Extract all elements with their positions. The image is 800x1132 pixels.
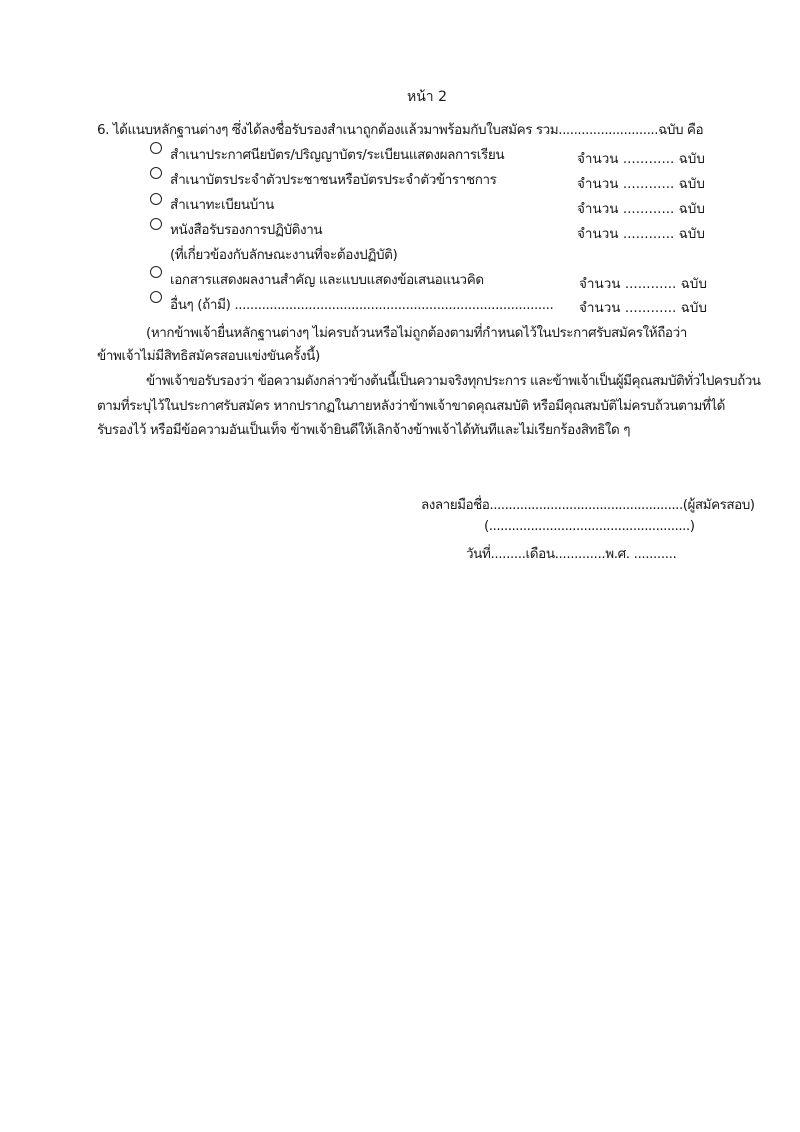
option-amount-6: จำนวน ............ ฉบับ [579, 300, 707, 316]
option-label-6: อื่นๆ (ถ้ามี) .................................................................................. [170, 297, 554, 313]
certification-line-1: ข้าพเจ้าขอรับรองว่า ข้อความดังกล่าวข้างต้นนี้เป็นความจริงทุกประการ และข้าพเจ้าเป็นผู้มีคุณสมบัติทั่วไปครบถ้วน [146, 373, 761, 389]
certification-line-2: ตามที่ระบุไว้ในประกาศรับสมัคร หากปรากฏในภายหลังว่าข้าพเจ้าขาดคุณสมบัติ หรือมีคุณสมบัติไม่ครบถ้วนตามที่ได้ [97, 398, 725, 414]
signature-name-line: (.....................................................) [484, 518, 695, 534]
notice-line-2: ข้าพเจ้าไม่มีสิทธิสมัครสอบแข่งขันครั้งนี้) [97, 348, 320, 364]
option-label-2: สำเนาบัตรประจำตัวประชาชนหรือบัตรประจำตัวข้าราชการ [170, 172, 497, 188]
option-amount-2: จำนวน ............ ฉบับ [577, 176, 705, 192]
certification-line-3: รับรองไว้ หรือมีข้อความอันเป็นเท็จ ข้าพเจ้ายินดีให้เลิกจ้างข้าพเจ้าได้ทันทีและไม่เรียกร้องสิทธิใด ๆ [97, 422, 631, 438]
item6-heading: 6. ได้แนบหลักฐานต่างๆ ซึ่งได้ลงชื่อรับรองสำเนาถูกต้องแล้วมาพร้อมกับใบสมัคร รวม..........................ฉบับ คือ [97, 122, 704, 138]
option-circle-5[interactable] [150, 266, 162, 278]
option-amount-4: จำนวน ............ ฉบับ [577, 226, 705, 242]
option-label-1: สำเนาประกาศนียบัตร/ปริญญาบัตร/ระเบียนแสดงผลการเรียน [170, 147, 505, 163]
option-amount-1: จำนวน ............ ฉบับ [577, 151, 705, 167]
option-circle-3[interactable] [150, 193, 162, 205]
option-label-5: เอกสารแสดงผลงานสำคัญ และแบบแสดงข้อเสนอแนวคิด [170, 272, 484, 288]
option-circle-2[interactable] [150, 167, 162, 179]
signature-line: ลงลายมือชื่อ...................................................(ผู้สมัครสอบ) [421, 497, 755, 513]
notice-line-1: (หากข้าพเจ้ายื่นหลักฐานต่างๆ ไม่ครบถ้วนหรือไม่ถูกต้องตามที่กำหนดไว้ในประกาศรับสมัครให้ถือว่า [146, 325, 687, 341]
option-4-note: (ที่เกี่ยวข้องกับลักษณะงานที่จะต้องปฏิบัติ) [170, 247, 398, 263]
page-label: หน้า 2 [407, 89, 448, 105]
option-circle-6[interactable] [150, 291, 162, 303]
option-amount-5: จำนวน ............ ฉบับ [579, 276, 707, 292]
signature-date-line: วันที่.........เดือน.............พ.ศ. ........... [466, 546, 677, 562]
option-circle-4[interactable] [150, 218, 162, 230]
option-amount-3: จำนวน ............ ฉบับ [577, 201, 705, 217]
option-label-3: สำเนาทะเบียนบ้าน [170, 197, 274, 213]
option-label-4: หนังสือรับรองการปฏิบัติงาน [170, 222, 323, 238]
option-circle-1[interactable] [150, 142, 162, 154]
